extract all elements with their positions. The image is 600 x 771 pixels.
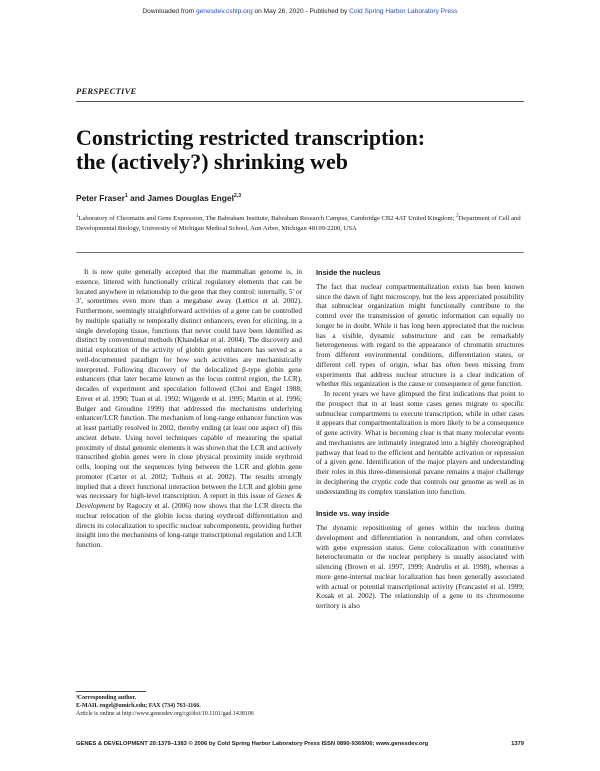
download-banner [0, 8, 600, 15]
paragraph-inside-1: The dynamic repositioning of genes within the nucleus during development and differentiation is nonrandom, and often correlates with gene expression status. Gene colocalization with constitutive heterochromatin or the nuclear periphery is usually associated with silencing (Brown et al. 1997, 1999; Andrulis et al. 1998), whereas a more gene-internal nuclear localization has been generally associated with actual or potential transcriptional activity (Francastel et al. 1999; Kosak et al. 2002). The relationship of a gene to its chromosome territory is also [316, 524, 524, 610]
banner-prefix: Downloaded from [142, 8, 195, 15]
author-line [76, 193, 241, 203]
title-line-2: the (actively?) shrinking web [76, 149, 348, 174]
affil-1: Laboratory of Chromatin and Gene Expression, The Babraham Institute, Babraham Research Campus, Cambridge CB2 4AT United Kingdom; [78, 215, 455, 223]
title-line-1: Constricting restricted transcription: [76, 125, 426, 150]
affil-1-sup: 1 [76, 214, 79, 219]
intro-paragraph [76, 268, 302, 551]
paragraph-nucleus-2: In recent years we have glimpsed the first indications that point to the prospect that in at least some cases genes migrate to specific subnuclear compartments to execute transcription, while in other cases it appears that compartmentalization is more likely to be a consequence of gene activity. What is becoming clear is that many molecular events and mechanisms are intimately integrated into a highly choreographed pathway that lead to the efficient and heritable activation or repression of a given gene. Identification of the major players and understanding their roles in this three-dimensional pavane remains a major challenge in deciphering the cryptic code that controls our genome as well as in understanding its complex translation into function. [316, 390, 524, 496]
corresponding-author: ³Corresponding author. [76, 695, 137, 701]
page-number: 1379 [511, 741, 524, 747]
journal-name: Genes & Development [76, 492, 303, 510]
journal-citation: GENES & DEVELOPMENT 20:1379–1383 © 2006 by Cold Spring Harbor Laboratory Press ISSN 0890-9369/06; www.genesdev.org [76, 741, 429, 747]
footnote-divider [76, 691, 146, 692]
author-2: James Douglas Engel [147, 193, 234, 203]
section-label: PERSPECTIVE [76, 86, 137, 96]
article-url[interactable]: Article is online at http://www.genesdev.org/cgi/doi/10.1101/gad.1438106 [76, 710, 254, 717]
left-column [76, 268, 302, 551]
site-link[interactable]: genesdev.cshlp.org [195, 8, 253, 15]
author-2-sup: 2,3 [233, 193, 242, 200]
page-footer [76, 741, 524, 747]
article-title [76, 126, 526, 174]
affiliations [76, 212, 526, 233]
intro-text: It is now quite generally accepted that the mammalian genome is, in essence, littered with functionally critical regulatory elements that can be located anywhere in relationship to the gene that they control: internally, 5′ or 3′, sometimes even more than a megabase away (Lettice et al. 2002). Furthermore, seemingly straightforward activities of a gene can be controlled by multiple spatially or temporally distinct enhancers, even for eliciting, in a single developing tissue, functions that never could have been identified as distinct by conventional methods (Khandekar et al. 2004). The discovery and initial exploration of the activity of globin gene enhancers has served as a well-documented paradigm for how such activities are mechanistically interpreted. Following discovery of the delocalized β-type globin gene enhancers (that later became known as the locus control region, the LCR), decades of experiment and speculation followed (Choi and Engel 1988; Enver et al. 1990; Tuan et al. 1992; Wijgerde et al. 1995; Martin et al. 1996; Bulger and Groudine 1999) that addressed the mechanisms underlying enhancer/LCR function. The mechanism of long-range enhancer function was at least partially resolved in 2002, thereby ending (at least one aspect of) this ancient debate. Using novel techniques capable of measuring the spatial proximity of distal genomic elements it was shown that the LCR and actively transcribed globin genes were in close physical proximity inside erythroid cells, looping out the sequences lying between the LCR and globin gene promoter (Carter et al. 2002; Tolhuis et al. 2002). The results strongly implied that a direct functional interaction between the LCR and globin gene was necessary for high-level transcription. A report in this issue of [76, 268, 302, 501]
author-1: Peter Fraser [76, 193, 125, 203]
footnotes [76, 695, 302, 718]
section-heading-inside: Inside vs. way inside [316, 509, 390, 519]
right-column [316, 268, 524, 612]
affil-2: Department of Cell and Developmental Biology, University of Michigan Medical School, Ann Arbor, Michigan 48109-2200, USA [76, 215, 521, 232]
top-divider [76, 101, 524, 102]
affil-2-sup: 2 [456, 214, 459, 219]
author-and: and [130, 193, 145, 203]
banner-middle: on May 26, 2020 - Published by [254, 8, 348, 15]
section-heading-nucleus: Inside the nucleus [316, 268, 381, 277]
publisher-link[interactable]: Cold Spring Harbor Laboratory Press [349, 8, 458, 15]
contact-email[interactable]: E-MAIL engel@umich.edu; FAX (734) 763-1166. [76, 702, 201, 709]
paragraph-nucleus-1: The fact that nuclear compartmentalization exists has been known since the dawn of light microscopy, but the less appreciated possibility that subnuclear organization might functionally contribute to the control over the transmission of genetic information can equally no longer be in doubt. While it has long been appreciated that the nucleus has a visible, dynamic substructure and can be remarkably heterogeneous with regard to the appearance of chromatin structures from different environmental conditions, differentiation states, or different cell types of origin, what has often been missing from experiments that address nuclear structure is a clear indication of whether this organization is the cause or consequence of gene function. [316, 282, 524, 389]
header-divider [76, 252, 524, 253]
intro-text-tail: by Ragoczy et al. (2006) now shows that the LCR directs the nuclear relocation of the globin locus during erythroid differentiation and directs its colocalization to specific nuclear subcomponents, providing further insight into the mechanisms of long-range transcriptional regulation and LCR function. [76, 502, 302, 549]
author-1-sup: 1 [124, 193, 128, 200]
